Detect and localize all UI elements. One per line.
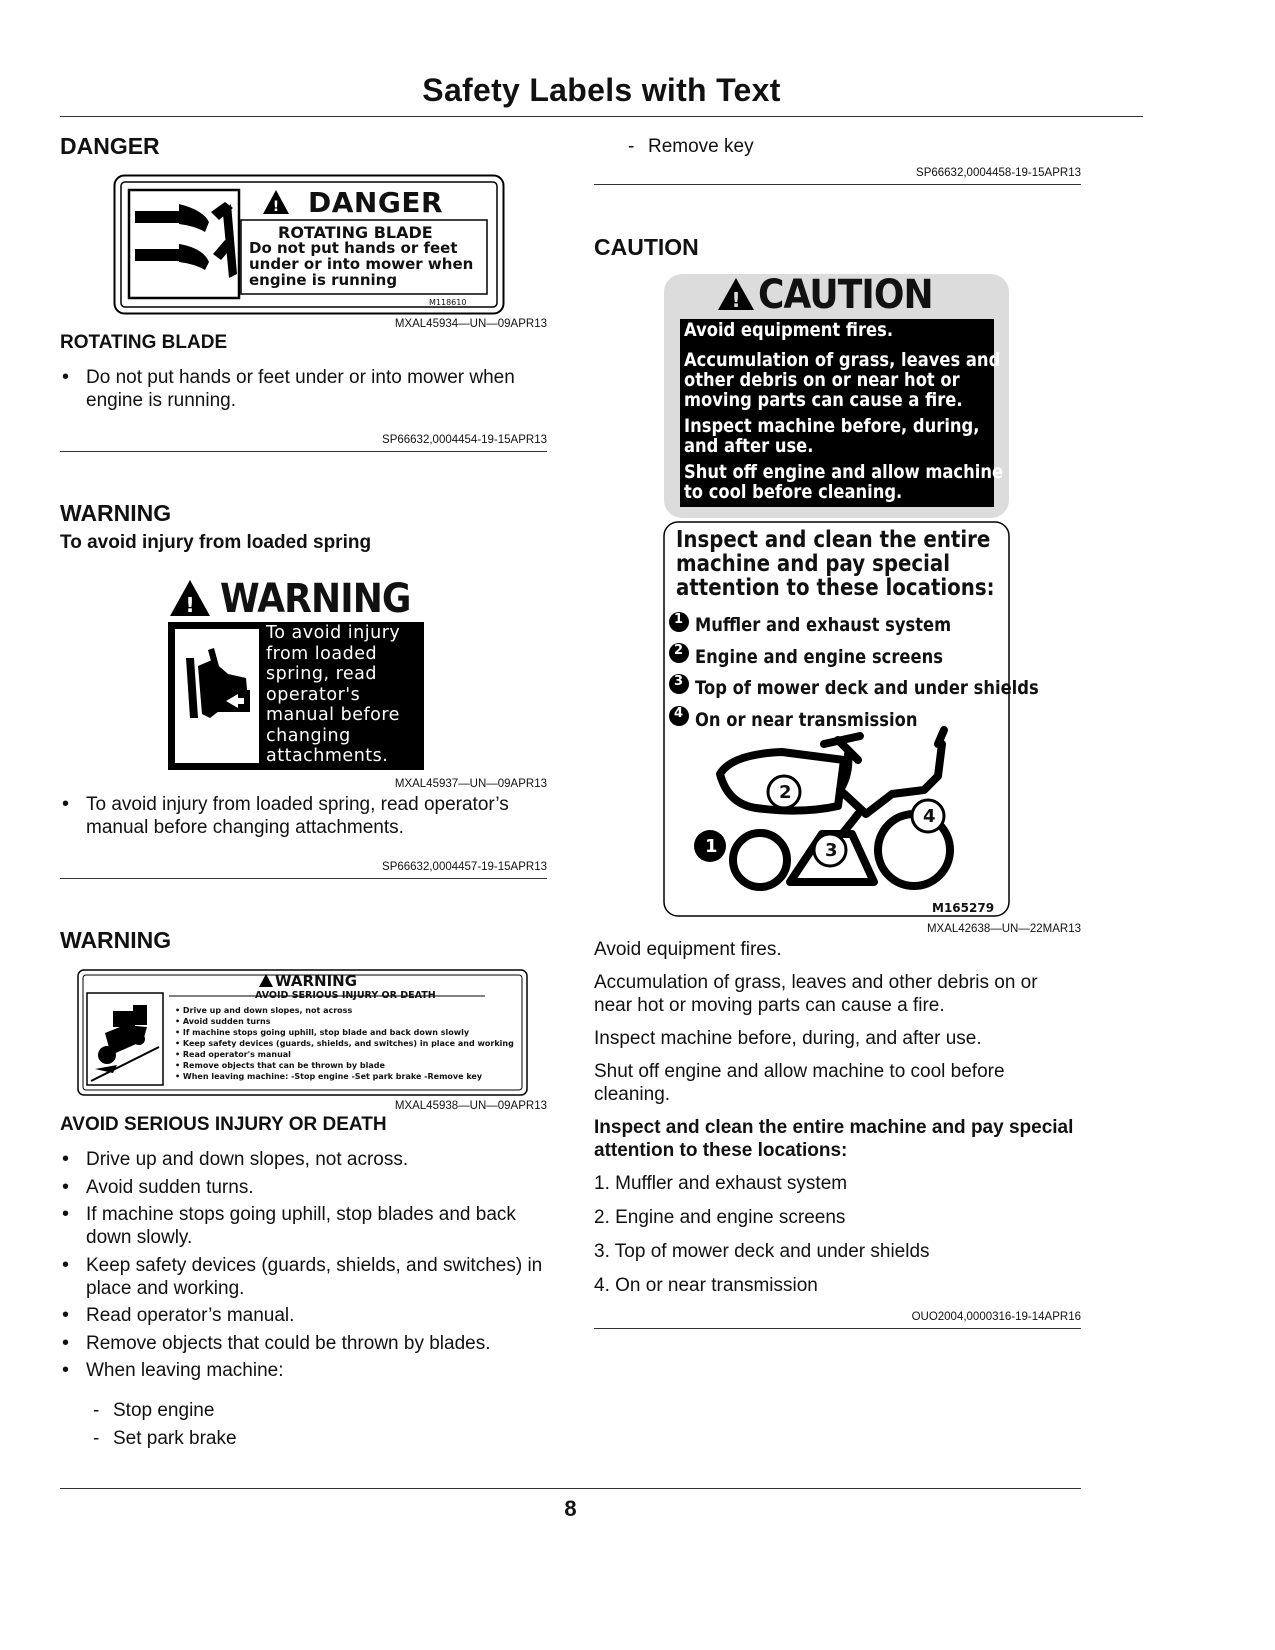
- label-line: attachments.: [266, 746, 389, 766]
- section-rule: [60, 451, 547, 452]
- warning2-subheading: AVOID SERIOUS INJURY OR DEATH: [60, 1114, 387, 1135]
- caution-heading: CAUTION: [594, 234, 699, 260]
- caution-label-num-1: 1: [674, 612, 684, 627]
- warning2-label-title: AVOID SERIOUS INJURY OR DEATH: [255, 990, 436, 1001]
- danger-label-code: M118610: [429, 298, 467, 307]
- label-line: Inspect and clean the entire: [676, 527, 991, 553]
- danger-subheading: ROTATING BLADE: [60, 332, 228, 353]
- label-line: Muffler and exhaust system: [695, 614, 952, 636]
- caution-paragraphs: [594, 938, 1074, 1297]
- label-line: Inspect machine before, during,: [684, 415, 980, 437]
- label-line: changing: [266, 725, 351, 746]
- list-item: • Drive up and down slopes, not across.: [60, 1148, 550, 1171]
- paragraph: Shut off engine and allow machine to cool before cleaning.: [594, 1061, 1005, 1105]
- danger-doc-ref: SP66632,0004454-19-15APR13: [382, 434, 547, 446]
- caution-label-inspect: [676, 528, 995, 600]
- section-rule: [594, 184, 1081, 185]
- warning1-bullet-list: [60, 793, 550, 839]
- warning1-image-ref: MXAL45937—UN—09APR13: [394, 778, 547, 790]
- danger-label-image: [113, 174, 505, 315]
- list-item: • Remove objects that could be thrown by blades.: [60, 1332, 550, 1355]
- page-title: Safety Labels with Text: [422, 72, 781, 108]
- section-rule: [594, 1328, 1081, 1329]
- warning2-label-image: [77, 969, 528, 1096]
- continued-dash-list: [628, 135, 1078, 158]
- label-line: Top of mower deck and under shields: [695, 677, 1039, 699]
- continued-doc-ref: SP66632,0004458-19-15APR13: [916, 167, 1081, 179]
- list-item: • If machine stops going uphill, stop blades and back down slowly.: [60, 1203, 550, 1249]
- label-line: Shut off engine and allow machine: [684, 461, 1004, 483]
- danger-bullet-list: [60, 366, 550, 412]
- danger-heading: DANGER: [60, 133, 160, 159]
- list-item: 1. Muffler and exhaust system: [594, 1173, 848, 1194]
- caution-label-text: [684, 319, 1004, 503]
- caution-label-banner: CAUTION: [758, 272, 933, 318]
- caution-label-num-2: 2: [674, 643, 684, 658]
- bold-paragraph: Inspect and clean the entire machine and pay special attention to these locations:: [594, 1117, 1074, 1161]
- list-item: • To avoid injury from loaded spring, read operator’s manual before changing attachments.: [60, 793, 550, 839]
- label-line: • When leaving machine: -Stop engine -Set park brake -Remove key: [175, 1072, 483, 1081]
- svg-text:!: !: [272, 199, 280, 215]
- label-line: Engine and engine screens: [695, 645, 943, 668]
- label-line: moving parts can cause a fire.: [684, 389, 963, 411]
- warning2-bullet-list: [60, 1148, 550, 1382]
- warning1-label-image: [168, 578, 426, 770]
- danger-label-line3: engine is running: [249, 271, 398, 289]
- list-item: • When leaving machine:: [60, 1359, 550, 1382]
- paragraph: Accumulation of grass, leaves and other debris on or near hot or moving parts can cause a fire.: [594, 972, 1038, 1016]
- list-item: - Set park brake: [93, 1427, 543, 1450]
- label-line: other debris on or near hot or: [684, 369, 960, 391]
- danger-label-banner: DANGER: [308, 186, 444, 219]
- label-line: from loaded: [266, 643, 378, 664]
- caution-label-items: [695, 610, 1039, 736]
- title-rule: [60, 116, 1143, 117]
- label-line: attention to these locations:: [676, 575, 995, 601]
- label-line: Accumulation of grass, leaves and: [684, 349, 1001, 371]
- list-item: - Stop engine: [93, 1399, 543, 1422]
- mower-callout-4: 4: [923, 806, 936, 827]
- warning2-image-ref: MXAL45938—UN—09APR13: [394, 1100, 547, 1112]
- label-line: to cool before cleaning.: [684, 481, 903, 503]
- list-item: • Avoid sudden turns.: [60, 1176, 550, 1199]
- danger-label-title: ROTATING BLADE: [278, 223, 433, 242]
- label-line: • If machine stops going uphill, stop blade and back down slowly: [175, 1028, 470, 1037]
- label-line: • Drive up and down slopes, not across: [175, 1006, 353, 1015]
- caution-label-num-4: 4: [674, 706, 684, 721]
- danger-label-line2: under or into mower when: [249, 255, 474, 273]
- label-line: manual before: [266, 705, 400, 725]
- caution-image-ref: MXAL42638—UN—22MAR13: [926, 923, 1081, 935]
- warning1-doc-ref: SP66632,0004457-19-15APR13: [382, 861, 547, 873]
- label-line: Avoid equipment fires.: [684, 319, 894, 341]
- footer-rule: [60, 1488, 1081, 1489]
- danger-image-ref: MXAL45934—UN—09APR13: [394, 318, 547, 330]
- list-item: 4. On or near transmission: [594, 1275, 818, 1296]
- caution-label-code: M165279: [932, 901, 995, 915]
- label-line: • Remove objects that can be thrown by blade: [175, 1061, 385, 1070]
- label-line: machine and pay special: [676, 551, 951, 577]
- paragraph: Avoid equipment fires.: [594, 939, 782, 960]
- label-line: On or near transmission: [695, 708, 918, 731]
- svg-text:!: !: [731, 288, 741, 312]
- list-item: • Keep safety devices (guards, shields, and switches) in place and working.: [60, 1254, 550, 1300]
- warning1-label-text: [266, 623, 400, 767]
- warning1-subheading: To avoid injury from loaded spring: [60, 532, 372, 553]
- label-line: operator's: [266, 684, 361, 705]
- label-line: and after use.: [684, 435, 814, 457]
- warning1-label-banner: WARNING: [220, 576, 411, 622]
- label-line: • Read operator's manual: [175, 1050, 291, 1059]
- list-item: • Read operator’s manual.: [60, 1304, 550, 1327]
- label-line: spring, read: [266, 664, 378, 684]
- svg-text:!: !: [185, 593, 195, 617]
- page-number: 8: [564, 1496, 577, 1521]
- warning2-dash-list: [93, 1399, 543, 1450]
- caution-label-num-3: 3: [674, 674, 684, 689]
- warning2-label-text: [175, 1005, 514, 1082]
- paragraph: Inspect machine before, during, and after use.: [594, 1028, 982, 1049]
- caution-doc-ref: OUO2004,0000316-19-14APR16: [911, 1311, 1081, 1323]
- list-item: - Remove key: [628, 135, 1078, 158]
- warning2-heading: WARNING: [60, 927, 172, 953]
- mower-callout-2: 2: [779, 782, 792, 803]
- caution-label-image: [662, 272, 1039, 918]
- list-item: • Do not put hands or feet under or into mower when engine is running.: [60, 366, 550, 412]
- warning2-label-banner: WARNING: [275, 972, 358, 990]
- label-line: • Keep safety devices (guards, shields, and switches) in place and working: [175, 1039, 514, 1048]
- list-item: 2. Engine and engine screens: [594, 1207, 846, 1228]
- list-item: 3. Top of mower deck and under shields: [594, 1241, 930, 1262]
- label-line: • Avoid sudden turns: [175, 1017, 271, 1026]
- danger-label-line1: Do not put hands or feet: [249, 239, 458, 257]
- label-line: To avoid injury: [266, 623, 401, 643]
- section-rule: [60, 878, 547, 879]
- mower-callout-3: 3: [825, 840, 838, 861]
- mower-callout-1: 1: [705, 836, 718, 857]
- warning1-heading: WARNING: [60, 500, 172, 526]
